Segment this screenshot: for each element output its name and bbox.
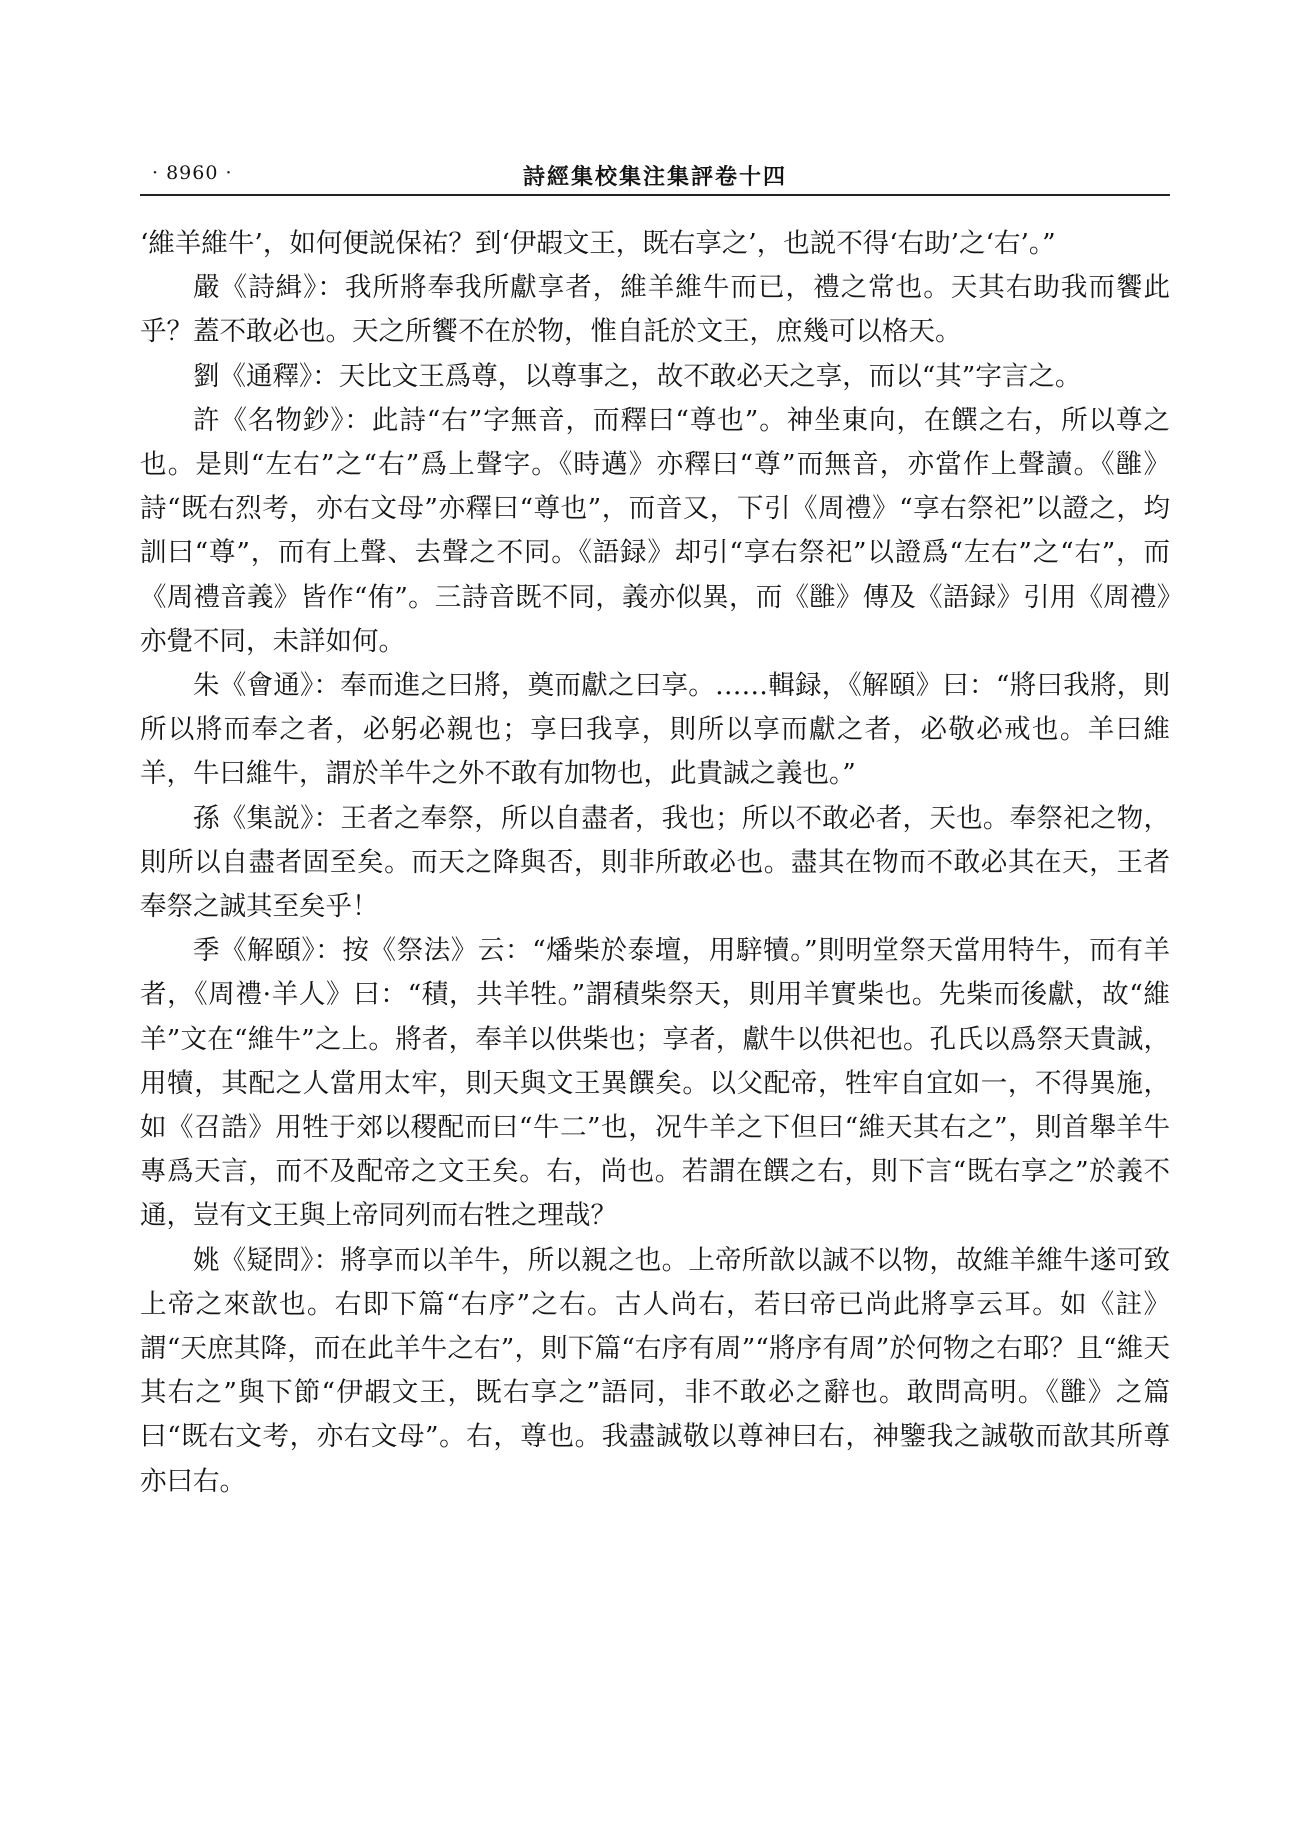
page-number: · 8960 · (152, 162, 233, 184)
page-header (140, 160, 1170, 190)
paragraph-liu-tongshi: 劉《通釋》：天比文王爲尊，以尊事之，故不敢必天之享，而以“其”字言之。 (193, 360, 1082, 392)
paragraph-yan-shiji: 嚴《詩緝》：我所將奉我所獻享者，維羊維牛而已，禮之常也。天其右助我而饗此乎？蓋不敢必也。天之所饗不在於物，惟自託於文王，庶幾可以格天。 (140, 272, 1170, 348)
paragraph-yao-yiwen: 姚《疑問》：將享而以羊牛，所以親之也。上帝所歆以誠不以物，故維羊維牛遂可致上帝之來歆也。右即下篇“右序”之右。古人尚右，若曰帝已尚此將享云耳。如《註》謂“天庶其降，而在此羊牛之右”，則下篇“右序有周”“將序有周”於何物之右耶？且“維天其右之”與下節“伊嘏文王，既右享之”語同，非不敢必之辭也。敢問高明。《雝》之篇曰“既右文考，亦右文母”。右，尊也。我盡誠敬以尊神曰右，神鑒我之誠敬而歆其所尊亦曰右。 (140, 1244, 1170, 1497)
running-title: 詩經集校集注集評卷十四 (522, 164, 787, 190)
paragraph-xu-mingwuchao: 許《名物鈔》：此詩“右”字無音，而釋曰“尊也”。神坐東向，在饌之右，所以尊之也。是則“左右”之“右”爲上聲字。《時邁》亦釋曰“尊”而無音，亦當作上聲讀。《雝》詩“既右烈考，亦右文母”亦釋曰“尊也”，而音又，下引《周禮》“享右祭祀”以證之，均訓曰“尊”，而有上聲、去聲之不同。《語録》却引“享右祭祀”以證爲“左右”之“右”，而《周禮音義》皆作“侑”。三詩音既不同，義亦似異，而《雝》傳及《語録》引用《周禮》亦覺不同，未詳如何。 (140, 404, 1170, 657)
paragraph-ji-jieyi: 季《解頤》：按《祭法》云：“燔柴於泰壇，用騂犢。”則明堂祭天當用特牛，而有羊者，《周禮·羊人》曰：“積，共羊牲。”謂積柴祭天，則用羊實柴也。先柴而後獻，故“維羊”文在“維牛”之上。將者，奉羊以供柴也；享者，獻牛以供祀也。孔氏以爲祭天貴誠，用犢，其配之人當用太牢，則天與文王異饌矣。以父配帝，牲牢自宜如一，不得異施，如《召誥》用牲于郊以稷配而曰“牛二”也，况牛羊之下但曰“維天其右之”，則首舉羊牛專爲天言，而不及配帝之文王矣。右，尚也。若謂在饌之右，則下言“既右享之”於義不通，豈有文王與上帝同列而右牲之理哉？ (140, 935, 1170, 1232)
paragraph-continuation: ‘維羊維牛’，如何便説保祐？到‘伊嘏文王，既右享之’，也説不得‘右助’之‘右’。” (140, 228, 1056, 259)
body-text (140, 222, 1170, 1504)
header-rule (140, 194, 1170, 196)
paragraph-sun-jishuo: 孫《集説》：王者之奉祭，所以自盡者，我也；所以不敢必者，天也。奉祭祀之物，則所以自盡者固至矣。而天之降與否，則非所敢必也。盡其在物而不敢必其在天，王者奉祭之誠其至矣乎！ (140, 802, 1170, 923)
paragraph-zhu-huitong: 朱《會通》：奉而進之曰將，奠而獻之曰享。……輯録，《解頤》曰：“將曰我將，則所以將而奉之者，必躬必親也；享曰我享，則所以享而獻之者，必敬必戒也。羊曰維羊，牛曰維牛，謂於羊牛之外不敢有加物也，此貴誠之義也。” (140, 670, 1170, 790)
